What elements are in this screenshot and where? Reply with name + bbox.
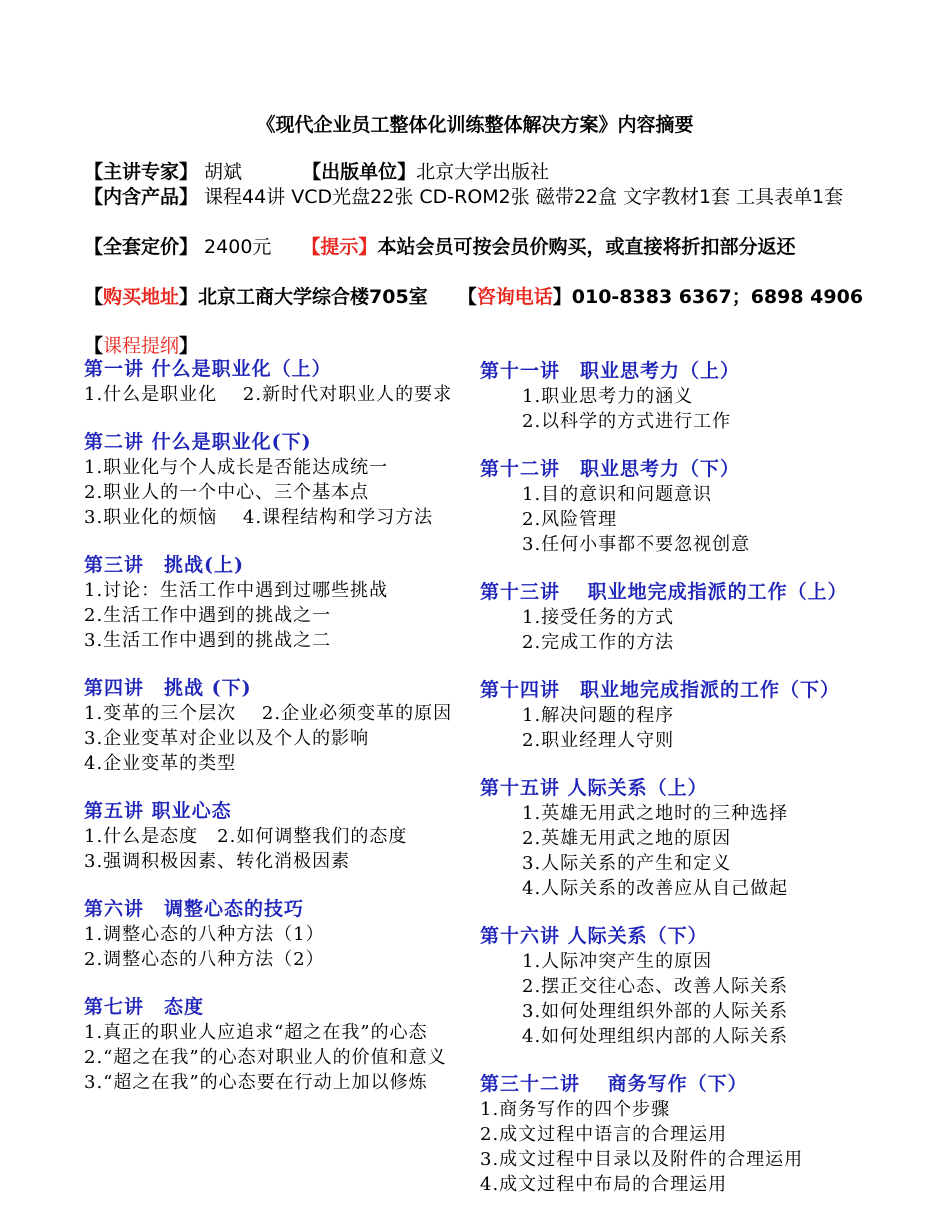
left-lecture [84,676,469,776]
tip-value: 本站会员可按会员价购买，或直接将折扣部分返还 [377,236,796,258]
lecture-item: 1.调整心态的八种方法（1） [84,924,325,945]
lecture-item: 2.风险管理 [522,509,618,530]
lecture-item: 2.职业经理人守则 [522,730,675,751]
lecture-item: 1.什么是态度 2.如何调整我们的态度 [84,826,408,847]
lecture-item: 3.任何小事都不要忽视创意 [522,534,751,555]
lecture-item: 3.强调积极因素、转化消极因素 [84,851,351,872]
lecture-heading: 第三十二讲 商务写作（下） [480,1073,748,1095]
lecture-heading: 第一讲 什么是职业化（上） [84,358,332,380]
lecture-heading: 第十二讲 职业思考力（下） [480,458,741,480]
lecture-item: 2.摆正交往心态、改善人际关系 [522,976,789,997]
outline-bracket-close: 】 [179,335,199,357]
document-title: 《现代企业员工整体化训练整体解决方案》内容摘要 [256,114,694,136]
lecture-item: 1.什么是职业化 2.新时代对职业人的要求 [84,384,453,405]
info-line-outline [84,334,864,359]
info-line-expert [84,160,864,185]
left-lecture [84,553,469,653]
lecture-item: 2.“超之在我”的心态对职业人的价值和意义 [84,1047,447,1068]
left-lecture [84,995,469,1095]
lecture-item: 1.职业化与个人成长是否能达成统一 [84,457,389,478]
address-bracket-open: 【 [84,286,104,308]
expert-key: 【主讲专家】 [84,161,199,183]
right-lecture [480,678,860,753]
lecture-item: 3.如何处理组织外部的人际关系 [522,1001,789,1022]
left-lecture [84,897,469,972]
lecture-item: 3.人际关系的产生和定义 [522,853,732,874]
outline-key: 课程提纲 [103,335,180,357]
right-lecture [480,1072,860,1197]
lecture-item: 1.真正的职业人应追求“超之在我”的心态 [84,1022,428,1043]
lecture-item: 1.商务写作的四个步骤 [480,1099,671,1120]
left-lecture [84,357,469,407]
tip-key: 【提示】 [301,236,378,258]
right-lecture [480,580,860,655]
right-column [480,359,860,1220]
lecture-item: 1.英雄无用武之地时的三种选择 [522,803,789,824]
lecture-item: 1.讨论：生活工作中遇到过哪些挑战 [84,580,389,601]
lecture-heading: 第六讲 调整心态的技巧 [84,898,305,920]
products-key: 【内含产品】 [84,186,199,208]
phone-bracket-close: 】 [552,286,572,308]
lecture-heading: 第二讲 什么是职业化(下) [84,431,312,453]
lecture-item: 1.职业思考力的涵义 [522,386,694,407]
lecture-heading: 第七讲 态度 [84,996,205,1018]
lecture-item: 3.“超之在我”的心态要在行动上加以修炼 [84,1072,428,1093]
lecture-heading: 第四讲 挑战 (下) [84,677,252,699]
phone-bracket-open: 【 [457,286,477,308]
price-key: 【全套定价】 [84,236,199,258]
lecture-item: 2.英雄无用武之地的原因 [522,828,732,849]
lecture-heading: 第十一讲 职业思考力（上） [480,360,741,382]
lecture-item: 4.成文过程中布局的合理运用 [480,1174,728,1195]
address-bracket-close: 】 [179,286,199,308]
info-line-address [84,285,864,310]
lecture-item: 3.职业化的烦恼 4.课程结构和学习方法 [84,507,434,528]
expert-value: 胡斌 [198,161,243,183]
publisher-key: 【出版单位】 [302,161,417,183]
lecture-heading: 第三讲 挑战(上) [84,554,244,576]
right-lecture [480,924,860,1049]
price-value: 2400元 [198,236,272,258]
products-value: 课程44讲 VCD光盘22张 CD-ROM2张 磁带22盒 文字教材1套 工具表单1套 [198,186,844,208]
lecture-item: 4.人际关系的改善应从自己做起 [522,878,789,899]
lecture-heading: 第五讲 职业心态 [84,800,232,822]
lecture-item: 2.生活工作中遇到的挑战之一 [84,605,332,626]
phone-key: 咨询电话 [476,286,553,308]
lecture-item: 2.成文过程中语言的合理运用 [480,1124,728,1145]
address-key: 购买地址 [103,286,180,308]
phone-value: 010-8383 6367；6898 4906 [571,286,864,308]
lecture-heading: 第十三讲 职业地完成指派的工作（上） [480,581,848,603]
lecture-item: 2.以科学的方式进行工作 [522,411,732,432]
lecture-heading: 第十六讲 人际关系（下） [480,925,708,947]
left-lecture [84,799,469,874]
lecture-item: 1.目的意识和问题意识 [522,484,713,505]
lecture-item: 3.生活工作中遇到的挑战之二 [84,630,332,651]
lecture-item: 2.完成工作的方法 [522,632,675,653]
lecture-item: 1.接受任务的方式 [522,607,675,628]
publisher-value: 北京大学出版社 [416,161,550,183]
lecture-item: 1.解决问题的程序 [522,705,675,726]
right-lecture [480,457,860,557]
address-value: 北京工商大学综合楼705室 [198,286,428,308]
lecture-heading: 第十五讲 人际关系（上） [480,777,708,799]
lecture-item: 1.变革的三个层次 2.企业必须变革的原因 [84,703,453,724]
lecture-item: 4.如何处理组织内部的人际关系 [522,1026,789,1047]
right-lecture [480,359,860,434]
lecture-heading: 第十四讲 职业地完成指派的工作（下） [480,679,841,701]
right-lecture [480,776,860,901]
outline-bracket-open: 【 [84,335,104,357]
info-line-products [84,185,864,210]
lecture-item: 3.企业变革对企业以及个人的影响 [84,728,370,749]
lecture-item: 1.人际冲突产生的原因 [522,951,713,972]
left-column [84,357,469,1118]
lecture-item: 4.企业变革的类型 [84,753,237,774]
lecture-item: 3.成文过程中目录以及附件的合理运用 [480,1149,804,1170]
info-line-price [84,235,864,260]
lecture-item: 2.职业人的一个中心、三个基本点 [84,482,370,503]
lecture-item: 2.调整心态的八种方法（2） [84,949,325,970]
left-lecture [84,430,469,530]
